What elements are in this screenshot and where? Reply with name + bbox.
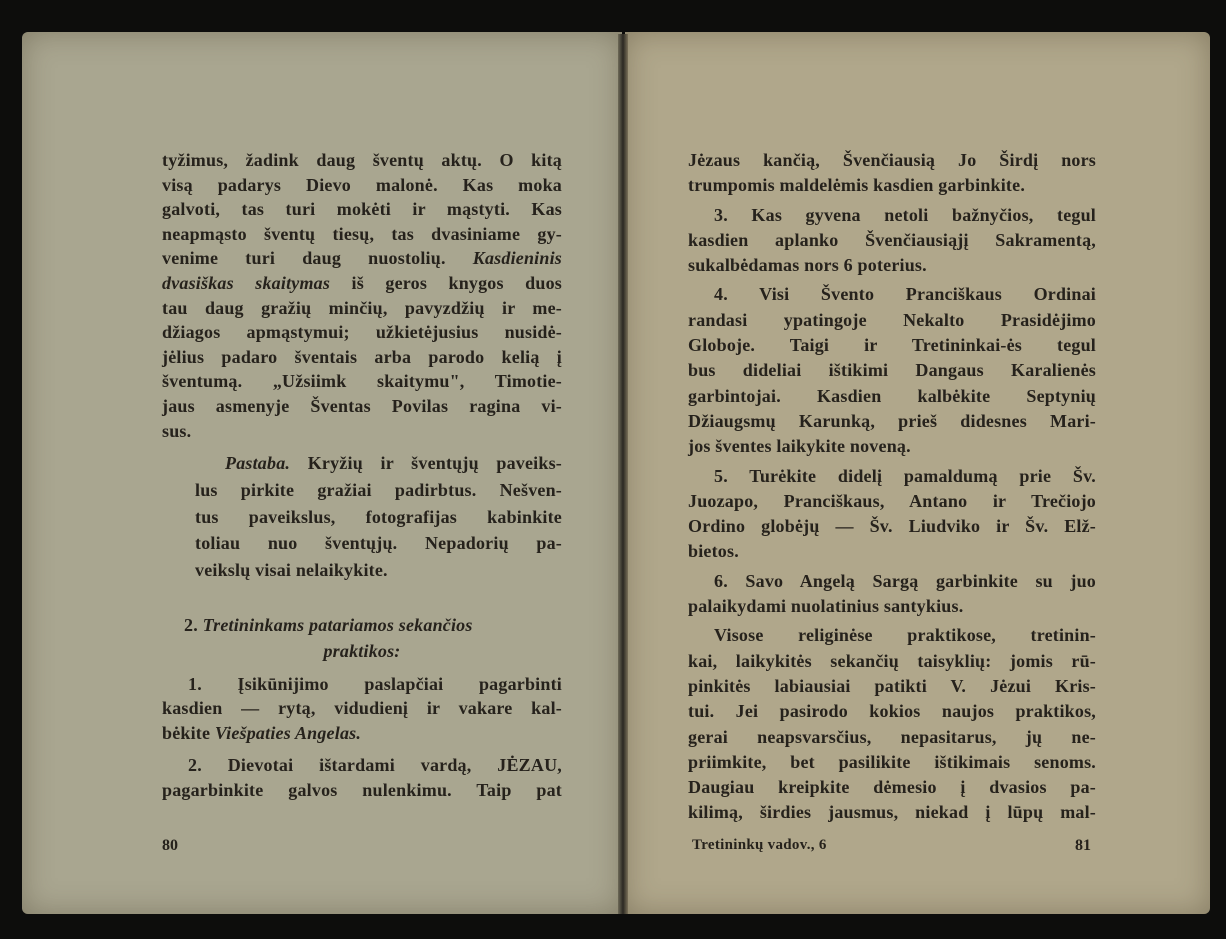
text-segment: Kryžių ir šventųjų paveiks- [290,453,562,474]
text-line: pagarbinkite galvos nulenkimu. Taip pat [162,779,562,800]
text-line: Jėzaus kančią, Švenčiausią Jo Širdį nors [688,150,1096,170]
text-segment: bėkite [162,722,215,743]
paragraph [162,753,562,802]
text-line: Daugiau kreipkite dėmesio į dvasios pa- [688,777,1096,798]
text-line: jaus asmenyje Šventas Povilas ragina vi- [162,395,562,416]
text-line: 6. Savo Angelą Sargą garbinkite su juo [714,570,1096,591]
paragraph [688,464,1096,565]
text-line: Juozapo, Pranciškaus, Antano ir Trečiojo [688,490,1096,511]
italic-text: Viešpaties Angelas. [214,722,362,743]
text-line: veikslų visai nelaikykite. [195,559,388,580]
right-page-text [688,148,1096,826]
text-line: tyžimus, žadink daug šventų aktų. O kitą [162,150,562,170]
text-line: tui. Jei pasirodo kokios naujos praktikos, [688,701,1096,722]
italic-text: Pastaba. [225,453,291,474]
text-segment: iš geros knygos duos [330,272,562,293]
paragraph [688,623,1096,825]
text-line [162,246,562,271]
text-line: šventumą. „Užsiimk skaitymu", Timotie- [162,371,562,392]
text-line: lus pirkite gražiai padirbtus. Nešven- [195,479,562,500]
text-line: galvoti, tas turi mokėti ir mąstyti. Kas [162,199,562,220]
text-line: visą padarys Dievo malonė. Kas moka [162,174,562,195]
text-line: toliau nuo šventųjų. Nepadorių pa- [195,533,562,554]
text-line: trumpomis maldelėmis kasdien garbinkite. [688,175,1026,196]
text-line [162,612,562,638]
text-line: 5. Turėkite didelį pamaldumą prie Šv. [714,465,1096,486]
text-line: sukalbėdamas nors 6 poterius. [688,255,927,276]
text-line: pinkitės labiausiai patikti V. Jėzui Kris- [688,675,1096,696]
text-line: kasdien — rytą, vidudienį ir vakare kal- [162,698,562,719]
page-number: 80 [162,837,178,854]
note-paragraph [195,450,562,583]
text-line: džiagos apmąstymui; užkietėjusius nusidė- [162,322,562,343]
text-line: palaikydami nuolatinius santykius. [688,596,964,617]
text-line: Visose religinėse praktikose, tretinin- [714,625,1096,646]
text-line: priimkite, bet pasilikite ištikimais senoms. [688,751,1096,772]
right-page [625,32,1210,914]
text-line: jos šventes laikykite noveną. [688,436,911,457]
italic-text: praktikos: [323,640,401,661]
text-line: 3. Kas gyvena netoli bažnyčios, tegul [714,204,1096,225]
text-line: bus dideliai ištikimi Dangaus Karalienės [688,360,1096,381]
text-segment: 2. [184,614,203,635]
text-line: neapmąsto šventų tiesų, tas dvasiniame gy- [162,223,562,244]
text-line: sus. [162,420,192,441]
italic-text: Tretininkams patariamos sekančios [202,614,473,635]
paragraph [688,569,1096,620]
text-segment: venime turi daug nuostolių. [162,248,473,269]
text-line [162,721,562,746]
section-heading [162,612,562,664]
text-line [162,271,562,296]
text-line: Džiaugsmų Karunką, prieš didesnes Mari- [688,410,1096,431]
italic-text: Kasdieninis [472,248,562,269]
text-line: kasdien aplanko Švenčiausiąjį Sakramentą, [688,229,1096,250]
text-line: jėlius padaro šventais arba parodo kelią į [162,346,562,367]
paragraph [688,203,1096,279]
text-line [195,450,562,477]
book-gutter [618,34,628,914]
text-line: 2. Dievotai ištardami vardą, JĖZAU, [188,755,562,776]
left-page-text [162,148,562,803]
text-line: garbintojai. Kasdien kalbėkite Septynių [688,385,1096,406]
paragraph [162,672,562,746]
text-line: kilimą, širdies jausmus, niekad į lūpų mal- [688,802,1096,823]
paragraph [688,148,1096,199]
paragraph [162,148,562,443]
italic-text: dvasiškas skaitymas [162,272,331,293]
text-line: gerai neapsvarsčius, nepasitarus, jų ne- [688,726,1096,747]
left-page [22,32,622,914]
paragraph [688,282,1096,459]
text-line: Globoje. Taigi ir Tretininkai-ės tegul [688,335,1096,356]
page-number: 81 [1075,837,1091,854]
text-line: randasi ypatingoje Nekalto Prasidėjimo [688,309,1096,330]
text-line: Ordino globėjų — Šv. Liudviko ir Šv. Elž- [688,516,1096,537]
text-line: bietos. [688,541,739,562]
text-line: 1. Įsikūnijimo paslapčiai pagarbinti [188,673,562,694]
text-line: tus paveikslus, fotografijas kabinkite [195,506,562,527]
text-line: kai, laikykitės sekančių taisyklių: jomis rū- [688,650,1096,671]
text-line: tau daug gražių minčių, pavyzdžių ir me- [162,297,562,318]
text-line [162,638,562,664]
text-line: 4. Visi Švento Pranciškaus Ordinai [714,284,1096,305]
running-footer: Tretininkų vadov., 6 [692,837,827,853]
